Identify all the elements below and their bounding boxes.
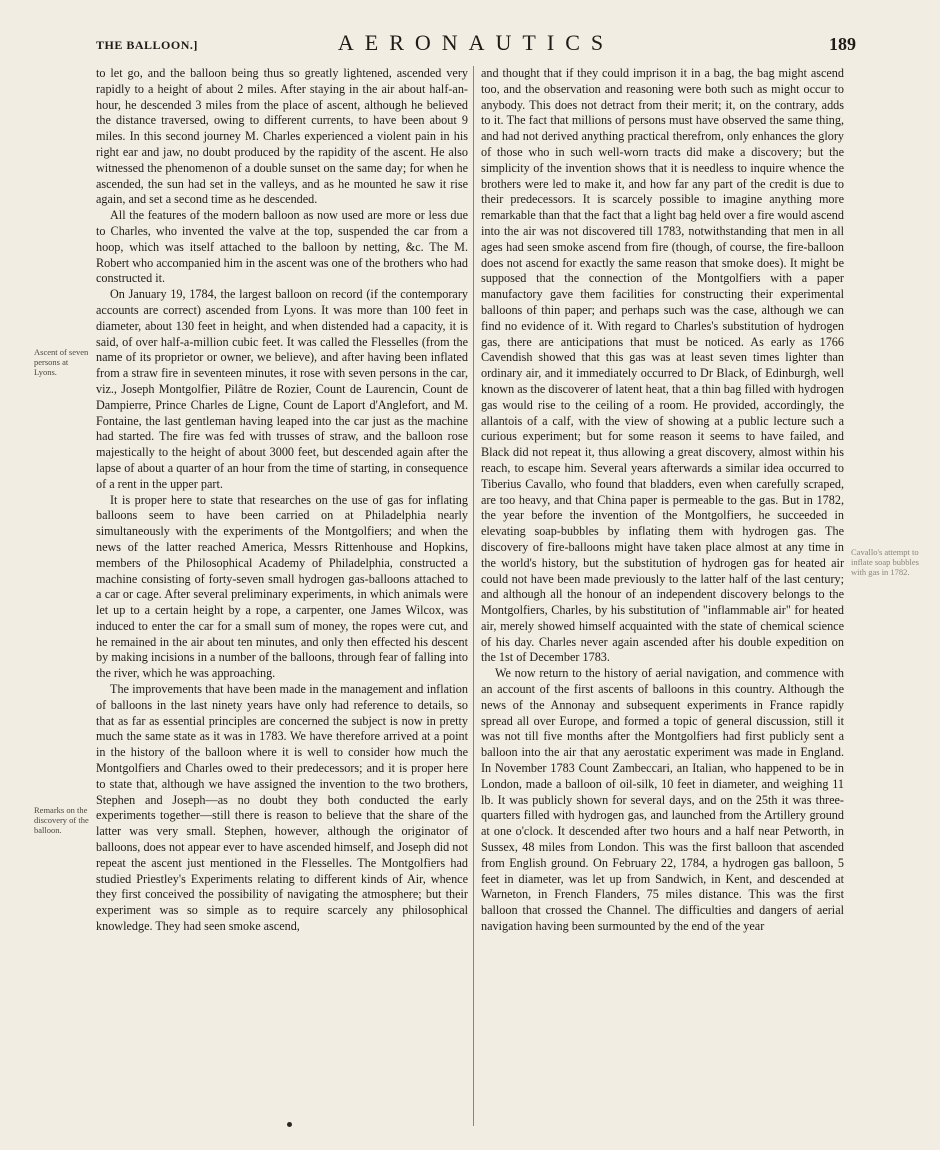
left-column (96, 66, 468, 935)
column-divider (473, 66, 474, 1126)
right-column (481, 66, 844, 935)
paragraph: to let go, and the balloon being thus so greatly lightened, ascended very rapidly to a height of about 2 miles. After staying in the air about half-an-hour, he descended 3 miles from the place of ascent, although he believed the distance traversed, owing to different currents, to have been about 9 miles. In this second journey M. Charles experienced a violent pain in his right ear and jaw, no doubt produced by the rapidity of the ascent. He also witnessed the phenomenon of a double sunset on the same day; for when he ascended, the sun had set in the valleys, and as he mounted he saw it rise again, and set a second time as he descended. (96, 66, 468, 207)
margin-note-cavallo: Cavallo's attempt to inflate soap bubbles with gas in 1782. (851, 547, 919, 577)
paragraph: and thought that if they could imprison it in a bag, the bag might ascend too, and the observation and reasoning were both such as might occur to anybody. This does not detract from their merit; it, on the contrary, adds to it. The fact that millions of persons must have observed the same thing, and had not derived anything practical therefrom, only enhances the glory of those who in such well-worn tracts did make a discovery; but the simplicity of the invention shows that it is needless to inquire whence the brothers were led to make it, and how far any part of the credit is due to their predecessors. It is scarcely possible to imagine anything more remarkable than that the fact that a light bag held over a fire would ascend into the air was not discovered till 1783, notwithstanding that men in all ages had seen smoke ascend from fire (though, of course, the fire-balloon does not ascend for exactly the same reason that smoke does). It might be supposed that the connection of the Montgolfiers with a paper manufactory gave them facilities for constructing their experimental balloons of thin paper; and perhaps such was the case, although we can find no evidence of it. With regard to Charles's substitution of hydrogen gas, there are anticipations that must be noticed. As early as 1766 Cavendish showed that this gas was at least seven times lighter than ordinary air, and it immediately occurred to Dr Black, of Edinburgh, well known as the discoverer of latent heat, that a thin bag filled with hydrogen gas would rise to the ceiling of a room. He provided, accordingly, the allantois of a calf, with the view of showing at a public lecture such a curious experiment; but for some reason it seems to have failed, and Black did not repeat it, thus allowing a great discovery, almost within his reach, to escape him. Several years afterwards a similar idea occurred to Tiberius Cavallo, who found that bladders, even when carefully scraped, are too heavy, and that China paper is permeable to the gas. But in 1782, the year before the invention of the Montgolfiers, he succeeded in elevating soap-bubbles by inflating them with hydrogen gas. The discovery of fire-balloons might have taken place almost at any time in the world's history, but the substitution of hydrogen gas for heated air could not have been made previously to the latter half of the last century; and although all the honour of an independent discovery belongs to the Montgolfiers, Charles, by his substitution of "inflammable air" for heated air, merely showed himself acquainted with the state of chemical science of his day. Charles never again ascended after his double expedition on the 1st of December 1783. (481, 66, 844, 665)
printer-mark (287, 1122, 292, 1127)
paragraph: It is proper here to state that researches on the use of gas for inflating balloons seem to have been carried on at Philadelphia nearly simultaneously with the experiments of the Montgolfiers; and when the news of the latter reached America, Messrs Rittenhouse and Hopkins, members of the Philosophical Academy of Philadelphia, constructed a machine consisting of forty-seven small hydrogen gas-balloons attached to a car or cage. After several preliminary experiments, in which animals were let up to a certain height by a rope, a carpenter, one James Wilcox, was induced to enter the car for a small sum of money, the ropes were cut, and he remained in the air about ten minutes, and only then effected his descent by making incisions in a number of the balloons, through fear of falling into the river, which he was approaching. (96, 492, 468, 681)
page-number: 189 (829, 34, 856, 54)
paragraph: All the features of the modern balloon as now used are more or less due to Charles, who invented the valve at the top, suspended the car from a hoop, which was itself attached to the balloon by netting, &c. The M. Robert who accompanied him in the ascent was one of the brothers who had constructed it. (96, 208, 468, 286)
paragraph: The improvements that have been made in the management and inflation of balloons in the last ninety years have only had reference to details, so that as far as essential principles are concerned the subject is now in pretty much the same state as it was in 1783. We have therefore arrived at a point in the history of the balloon where it is well to consider how much the Montgolfiers and Charles owed to their predecessors; and it is proper here to state that, although we have assigned the invention to the two brothers, Stephen and Joseph—as no doubt they both conducted the early experiments together—still there is reason to believe that the share of the latter was very small. Stephen, however, although the originator of balloons, does not appear ever to have ascended himself, and Joseph did not repeat the ascent just mentioned in the Flesselles. The Montgolfiers had studied Priestley's Experiments relating to different kinds of Air, whence they first conceived the possibility of navigating the atmosphere; but their experiment was so simple as to require scarcely any philosophical knowledge. They had seen smoke ascend, (96, 682, 468, 934)
margin-note-lyons: Ascent of seven persons at Lyons. (34, 347, 89, 377)
paragraph: We now return to the history of aerial navigation, and commence with an account of the first ascents of balloons in this country. Although the news of the Annonay and subsequent experiments in France rapidly spread all over Europe, and formed a topic of general discussion, still it was not till five months after the Montgolfiers had first publicly sent a balloon into the air that any aerostatic experiment was made in England. In November 1783 Count Zambeccari, an Italian, who happened to be in London, made a balloon of oil-silk, 10 feet in diameter, and weighing 11 lb. It was publicly shown for several days, and on the 25th it was three-quarters filled with hydrogen gas, and launched from the Artillery ground at one o'clock. It descended after two hours and a half near Petworth, in Sussex, 48 miles from London. This was the first balloon that ascended from English ground. On February 22, 1784, a hydrogen gas balloon, 5 feet in diameter, was let up from Sandwich, in Kent, and descended at Warneton, in French Flanders, 75 miles distance. This was the first balloon that crossed the Channel. The difficulties and dangers of aerial navigation having been surmounted by the end of the year (481, 666, 844, 934)
paragraph: On January 19, 1784, the largest balloon on record (if the contemporary accounts are correct) ascended from Lyons. It was more than 100 feet in diameter, about 130 feet in height, and when distended had a capacity, it is said, of over half-a-million cubic feet. It was called the Flesselles (from the name of its proprietor or owner, we believe), and after having been inflated from a straw fire in seventeen minutes, it rose with seven persons in the car, viz., Joseph Montgolfier, Pilâtre de Rozier, Count de Laurencin, Count de Dampierre, Prince Charles de Ligne, Count de Laport d'Anglefort, and M. Fontaine, the last gentleman having leaped into the car just as the machine had started. The fire was fed with trusses of straw, and the balloon rose majestically to the height of about 3000 feet, but descended again after the lapse of about a quarter of an hour from the time of starting, in consequence of a rent in the upper part. (96, 287, 468, 491)
running-head: THE BALLOON.] (96, 38, 198, 52)
margin-note-remarks: Remarks on the discovery of the balloon. (34, 805, 89, 835)
journal-title: AERONAUTICS (337, 30, 615, 55)
page-header (96, 30, 856, 60)
